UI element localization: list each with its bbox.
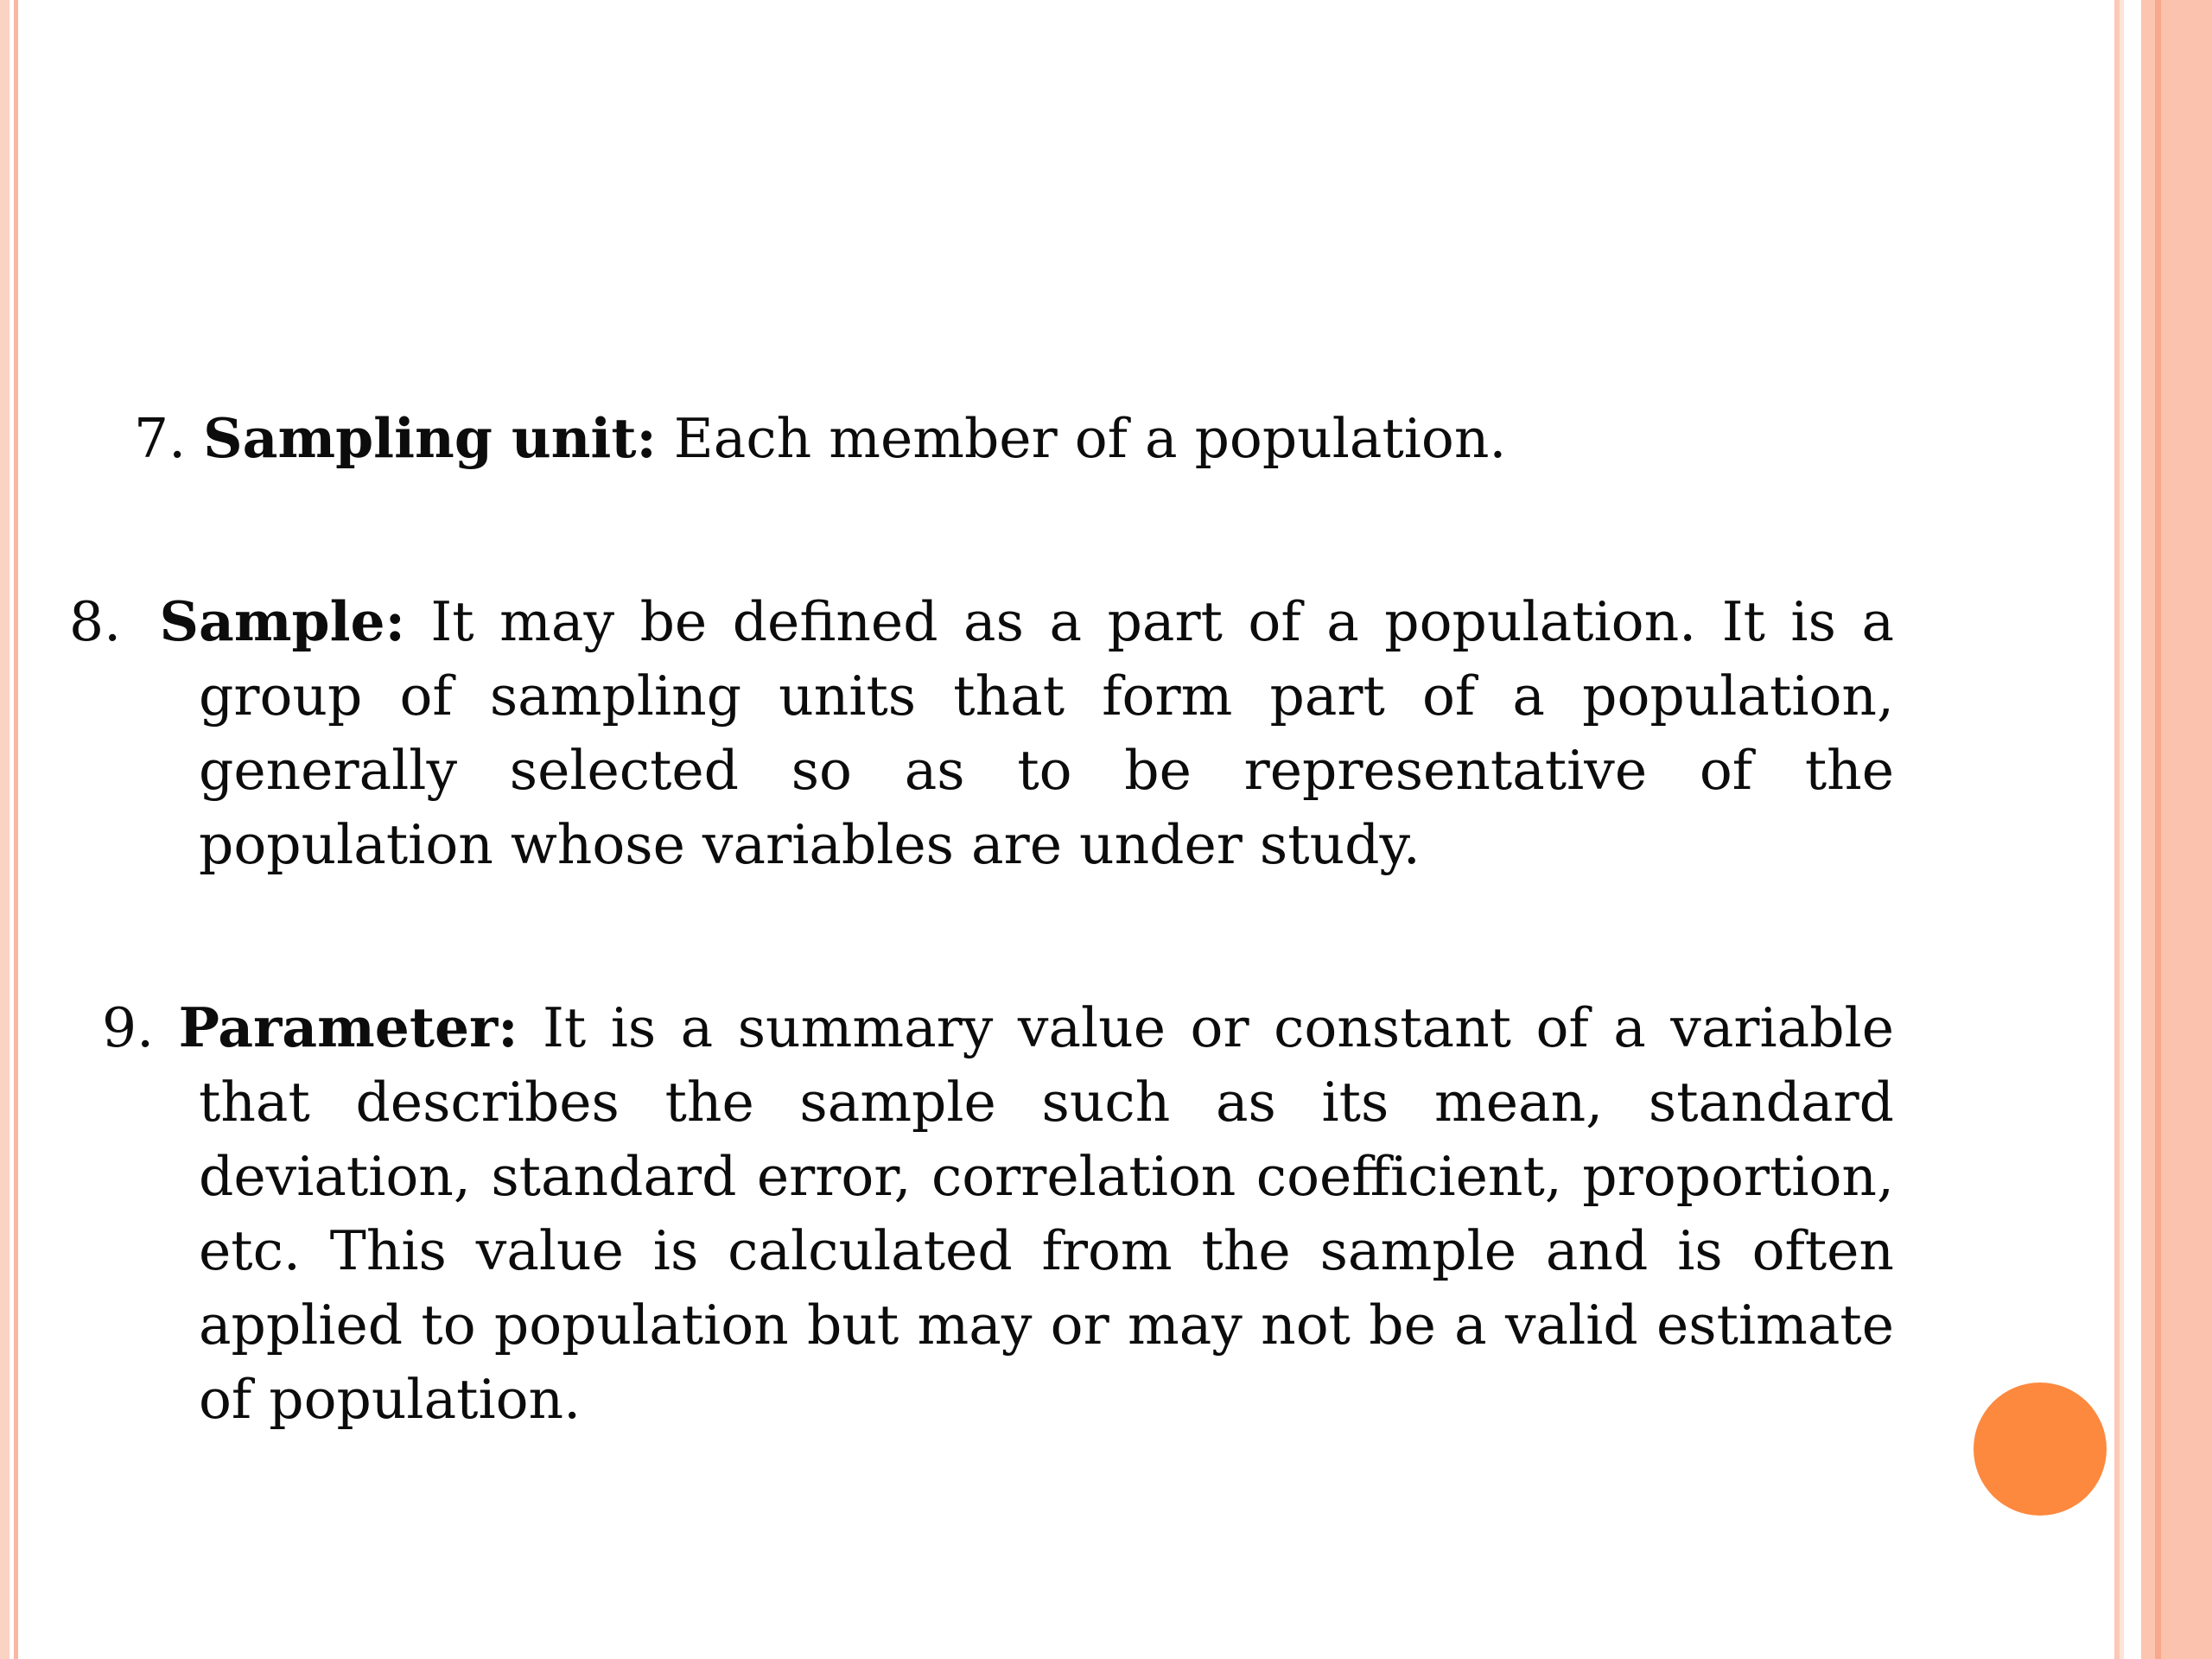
definition-text: It is a summary value or constant of a variable that describes the sample such as its mean, standard deviation, standard error, correlation coefficient, proportion, etc. This value is calculated from the sample and is often applied to population but may or may not be a valid estimate of population. bbox=[199, 996, 1894, 1431]
definition-parameter bbox=[102, 990, 1894, 1437]
definition-text: Each member of a population. bbox=[673, 407, 1507, 470]
left-border-stripe bbox=[0, 0, 10, 1659]
definition-term: Sample: bbox=[159, 589, 405, 653]
definition-text: It may be defined as a part of a population. It is a group of sampling units that form part of a population, generally selected so as to be representative of the population whose variables are under study. bbox=[199, 590, 1895, 876]
left-border-stripe-inner bbox=[14, 0, 18, 1659]
right-border-gap bbox=[2124, 0, 2141, 1659]
definition-sampling-unit bbox=[134, 401, 1905, 476]
definition-term: Parameter: bbox=[178, 995, 518, 1059]
right-border-band bbox=[2161, 0, 2212, 1659]
definition-number: 7. bbox=[134, 407, 187, 470]
right-border-stripe bbox=[2141, 0, 2155, 1659]
decorative-orange-circle bbox=[1974, 1382, 2107, 1516]
definition-number: 9. bbox=[102, 996, 155, 1059]
definition-term: Sampling unit: bbox=[203, 406, 657, 470]
definition-sample: 8. Sample: It may be defined as a part of a population. It is a group of sampling units that form part of a population, generally selected so as to be representative of the population whose variables are under study. bbox=[69, 589, 1895, 876]
right-border-stripe-dark bbox=[2155, 0, 2161, 1659]
